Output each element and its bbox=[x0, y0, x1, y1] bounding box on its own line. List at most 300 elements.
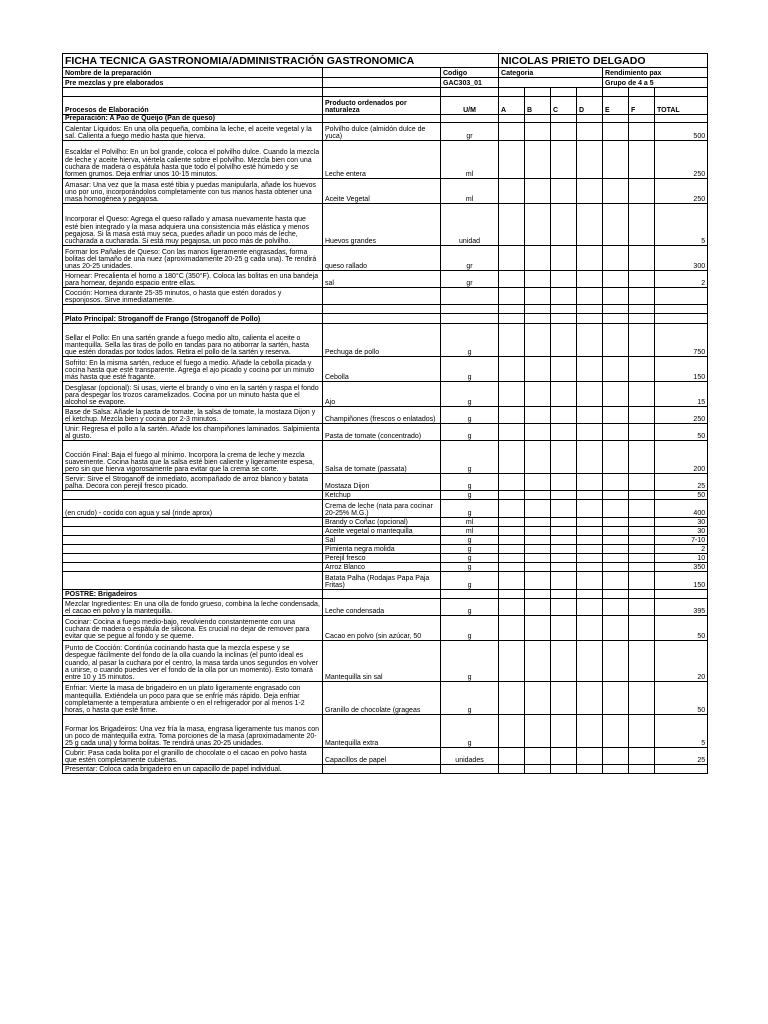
table-row bbox=[63, 682, 708, 715]
process-cell: Enfriar: Vierte la masa de brigadeiro en un plato ligeramente engrasado con mantequilla. Extiéndela un poco para que se enfríe más rápido. Deja enfriar completamente a temperatura ambiente o en el refrigerador por al menos 1-2 horas, o hasta que esté firme. bbox=[63, 682, 323, 715]
qty-cell-a bbox=[499, 288, 525, 305]
table-row bbox=[63, 324, 708, 357]
qty-cell-d bbox=[577, 616, 603, 641]
unit-cell: g bbox=[441, 616, 499, 641]
process-cell: Unir: Regresa el pollo a la sartén. Añade los champiñones laminados. Salpimienta al gusto. bbox=[63, 424, 323, 441]
qty-cell-d bbox=[577, 527, 603, 536]
total-cell bbox=[655, 590, 708, 599]
qty-cell-f bbox=[629, 288, 655, 305]
total-cell bbox=[655, 288, 708, 305]
qty-cell-f bbox=[629, 271, 655, 288]
qty-cell-d bbox=[577, 572, 603, 590]
qty-cell-e bbox=[603, 288, 629, 305]
qty-cell-f bbox=[629, 204, 655, 246]
qty-cell-b bbox=[525, 491, 551, 500]
process-cell bbox=[63, 305, 323, 314]
qty-cell-c bbox=[551, 441, 577, 474]
unit-cell: g bbox=[441, 424, 499, 441]
table-row bbox=[63, 572, 708, 590]
table-row bbox=[63, 123, 708, 141]
qty-cell-d bbox=[577, 518, 603, 527]
table-row bbox=[63, 500, 708, 518]
table-row bbox=[63, 407, 708, 424]
qty-cell-d bbox=[577, 382, 603, 407]
label-yield: Rendimiento pax bbox=[603, 68, 708, 78]
product-cell bbox=[323, 314, 441, 324]
unit-cell: g bbox=[441, 545, 499, 554]
qty-cell-e bbox=[603, 641, 629, 682]
total-cell: 15 bbox=[655, 382, 708, 407]
qty-cell-b bbox=[525, 545, 551, 554]
qty-cell-e bbox=[603, 305, 629, 314]
qty-cell-a bbox=[499, 765, 525, 774]
qty-cell-c bbox=[551, 518, 577, 527]
label-code: Codigo bbox=[441, 68, 499, 78]
qty-cell-a bbox=[499, 141, 525, 179]
column-header-row bbox=[63, 97, 708, 115]
process-cell: Hornear: Precalienta el horno a 180°C (350°F). Coloca las bolitas en una bandeja para hornear, dejando espacio entre ellas. bbox=[63, 271, 323, 288]
qty-cell-c bbox=[551, 305, 577, 314]
qty-cell-f bbox=[629, 491, 655, 500]
total-cell: 10 bbox=[655, 554, 708, 563]
product-cell: Champiñones (frescos o enlatados) bbox=[323, 407, 441, 424]
total-cell: 200 bbox=[655, 441, 708, 474]
product-cell: queso rallado bbox=[323, 246, 441, 271]
qty-cell-f bbox=[629, 407, 655, 424]
qty-cell-e bbox=[603, 123, 629, 141]
unit-cell: g bbox=[441, 324, 499, 357]
unit-cell: g bbox=[441, 407, 499, 424]
total-cell bbox=[655, 115, 708, 123]
process-cell: (en crudo) - cocido con agua y sal (rinde aprox) bbox=[63, 500, 323, 518]
qty-cell-c bbox=[551, 141, 577, 179]
unit-cell: g bbox=[441, 536, 499, 545]
unit-cell: g bbox=[441, 491, 499, 500]
total-cell: 25 bbox=[655, 474, 708, 491]
process-cell: Punto de Cocción: Continúa cocinando hasta que la mezcla espese y se despegue fácilmente del fondo de la olla cuando la inclinas (el punto ideal es cuando, al pasar la cuchara por el centro, la masa tarda unos segundos en volver a unirse, o cuando puedes ver el fondo de la olla por un momento). Esto tomará entre 10 y 15 minutos. bbox=[63, 641, 323, 682]
qty-cell-c bbox=[551, 536, 577, 545]
title-row bbox=[63, 54, 708, 68]
qty-cell-d bbox=[577, 545, 603, 554]
qty-cell-f bbox=[629, 641, 655, 682]
total-cell: 50 bbox=[655, 616, 708, 641]
process-cell: Desglasar (opcional): Si usas, vierte el brandy o vino en la sartén y raspa el fondo para despegar los trozos caramelizados. Cocina por un minuto hasta que el alcohol se evapore. bbox=[63, 382, 323, 407]
unit-cell: unidades bbox=[441, 748, 499, 765]
product-cell: sal bbox=[323, 271, 441, 288]
total-cell: 50 bbox=[655, 424, 708, 441]
qty-cell-a bbox=[499, 246, 525, 271]
qty-cell-b bbox=[525, 407, 551, 424]
qty-cell-c bbox=[551, 765, 577, 774]
qty-cell-c bbox=[551, 271, 577, 288]
qty-cell-b bbox=[525, 616, 551, 641]
total-cell: 2 bbox=[655, 271, 708, 288]
process-cell bbox=[63, 518, 323, 527]
product-cell: Capacillos de papel bbox=[323, 748, 441, 765]
table-row bbox=[63, 474, 708, 491]
unit-cell bbox=[441, 305, 499, 314]
table-row bbox=[63, 288, 708, 305]
total-cell: 150 bbox=[655, 357, 708, 382]
product-cell: Crema de leche (nata para cocinar 20-25% M.G.) bbox=[323, 500, 441, 518]
qty-cell-f bbox=[629, 616, 655, 641]
product-cell: Granillo de chocolate (grageas bbox=[323, 682, 441, 715]
process-cell: Incorporar el Queso: Agrega el queso rallado y amasa nuevamente hasta que esté bien integrado y la masa adquiera una consistencia más elástica y menos pegajosa. Si la masa está muy seca, puedes añadir un poco más de leche, cucharada a cucharada. Si está muy pegajosa, un poco más de polvilho. bbox=[63, 204, 323, 246]
qty-cell-f bbox=[629, 441, 655, 474]
product-cell: Mantequilla extra bbox=[323, 715, 441, 748]
total-cell: 2 bbox=[655, 545, 708, 554]
qty-cell-c bbox=[551, 115, 577, 123]
qty-cell-c bbox=[551, 474, 577, 491]
product-cell: Pimienta negra molida bbox=[323, 545, 441, 554]
qty-cell-d bbox=[577, 491, 603, 500]
qty-cell-c bbox=[551, 491, 577, 500]
product-cell bbox=[323, 590, 441, 599]
qty-cell-e bbox=[603, 474, 629, 491]
qty-cell-a bbox=[499, 527, 525, 536]
qty-cell-e bbox=[603, 179, 629, 204]
qty-cell-a bbox=[499, 204, 525, 246]
qty-cell-f bbox=[629, 179, 655, 204]
qty-cell-d bbox=[577, 536, 603, 545]
qty-cell-d bbox=[577, 305, 603, 314]
product-cell: Ketchup bbox=[323, 491, 441, 500]
qty-cell-e bbox=[603, 616, 629, 641]
unit-cell bbox=[441, 314, 499, 324]
total-cell: 20 bbox=[655, 641, 708, 682]
qty-cell-f bbox=[629, 324, 655, 357]
unit-cell: g bbox=[441, 382, 499, 407]
qty-cell-b bbox=[525, 715, 551, 748]
qty-cell-a bbox=[499, 616, 525, 641]
qty-cell-c bbox=[551, 599, 577, 616]
process-cell: Mezclar Ingredientes: En una olla de fondo grueso, combina la leche condensada, el cacao en polvo y la mantequilla. bbox=[63, 599, 323, 616]
qty-cell-b bbox=[525, 123, 551, 141]
qty-cell-e bbox=[603, 500, 629, 518]
table-row bbox=[63, 441, 708, 474]
unit-cell: g bbox=[441, 554, 499, 563]
code-value: GAC303_01 bbox=[441, 78, 499, 88]
unit-cell: g bbox=[441, 572, 499, 590]
qty-cell-f bbox=[629, 765, 655, 774]
qty-cell-d bbox=[577, 599, 603, 616]
qty-cell-e bbox=[603, 382, 629, 407]
qty-cell-a bbox=[499, 572, 525, 590]
process-cell: Cocinar: Cocina a fuego medio-bajo, revolviendo constantemente con una cuchara de madera o espátula de silicona. Es crucial no dejar de remover para evitar que se pegue al fondo y se queme. bbox=[63, 616, 323, 641]
product-cell: Perejil fresco bbox=[323, 554, 441, 563]
qty-cell-f bbox=[629, 246, 655, 271]
process-cell: Cubrir: Pasa cada bolita por el granillo de chocolate o el cacao en polvo hasta que estén completamente cubiertas. bbox=[63, 748, 323, 765]
qty-cell-b bbox=[525, 424, 551, 441]
qty-cell-f bbox=[629, 314, 655, 324]
process-cell: Calentar Líquidos: En una olla pequeña, combina la leche, el aceite vegetal y la sal. Calienta a fuego medio hasta que hierva. bbox=[63, 123, 323, 141]
qty-cell-e bbox=[603, 563, 629, 572]
product-cell: Huevos grandes bbox=[323, 204, 441, 246]
qty-cell-b bbox=[525, 500, 551, 518]
qty-cell-e bbox=[603, 491, 629, 500]
unit-cell: g bbox=[441, 599, 499, 616]
qty-cell-d bbox=[577, 424, 603, 441]
qty-cell-f bbox=[629, 115, 655, 123]
table-row bbox=[63, 518, 708, 527]
table-row bbox=[63, 382, 708, 407]
process-cell: Sellar el Pollo: En una sartén grande a fuego medio alto, calienta el aceite o mantequilla. Sella las tiras de pollo en tandas para no atiborrar la sartén, hasta que estén doradas por todos lados. Retira el pollo de la sartén y reserva. bbox=[63, 324, 323, 357]
qty-cell-d bbox=[577, 474, 603, 491]
qty-cell-b bbox=[525, 204, 551, 246]
total-cell: 250 bbox=[655, 407, 708, 424]
qty-cell-d bbox=[577, 179, 603, 204]
qty-cell-a bbox=[499, 599, 525, 616]
qty-cell-a bbox=[499, 382, 525, 407]
process-cell bbox=[63, 554, 323, 563]
unit-cell: gr bbox=[441, 246, 499, 271]
qty-cell-f bbox=[629, 305, 655, 314]
total-cell: 150 bbox=[655, 572, 708, 590]
category-value bbox=[499, 78, 603, 88]
total-cell: 250 bbox=[655, 179, 708, 204]
preparation-name: Pre mezclas y pre elaborados bbox=[63, 78, 323, 88]
qty-cell-a bbox=[499, 271, 525, 288]
qty-cell-e bbox=[603, 424, 629, 441]
qty-cell-d bbox=[577, 271, 603, 288]
table-row bbox=[63, 715, 708, 748]
qty-cell-a bbox=[499, 115, 525, 123]
table-row bbox=[63, 115, 708, 123]
total-cell: 50 bbox=[655, 491, 708, 500]
process-cell: Formar los Pañales de Queso: Con las manos ligeramente engrasadas, forma bolitas del tamaño de una nuez (aproximadamente 20-25 g cada una). Te rendirá unas 20-25 unidades. bbox=[63, 246, 323, 271]
unit-cell bbox=[441, 288, 499, 305]
qty-cell-d bbox=[577, 407, 603, 424]
product-cell: Pechuga de pollo bbox=[323, 324, 441, 357]
qty-cell-b bbox=[525, 536, 551, 545]
col-d: D bbox=[577, 97, 603, 115]
qty-cell-a bbox=[499, 500, 525, 518]
process-cell bbox=[63, 563, 323, 572]
total-cell: 25 bbox=[655, 748, 708, 765]
qty-cell-c bbox=[551, 246, 577, 271]
product-cell: Polvilho dulce (almidón dulce de yuca) bbox=[323, 123, 441, 141]
qty-cell-f bbox=[629, 545, 655, 554]
qty-cell-a bbox=[499, 590, 525, 599]
unit-cell: ml bbox=[441, 179, 499, 204]
qty-cell-e bbox=[603, 357, 629, 382]
qty-cell-c bbox=[551, 179, 577, 204]
unit-cell: unidad bbox=[441, 204, 499, 246]
label-category: Categoria bbox=[499, 68, 603, 78]
unit-cell: ml bbox=[441, 141, 499, 179]
process-cell: Escaldar el Polvilho: En un bol grande, coloca el polvilho dulce. Cuando la mezcla de leche y aceite hierva, viértela caliente sobre el polvilho. Mezcla bien con una cuchara de madera o espátula hasta que todo el polvilho esté húmedo y se formen grumos. Deja enfriar unos 10-15 minutos. bbox=[63, 141, 323, 179]
qty-cell-f bbox=[629, 563, 655, 572]
product-cell: Sal bbox=[323, 536, 441, 545]
table-row bbox=[63, 536, 708, 545]
total-cell: 395 bbox=[655, 599, 708, 616]
col-a: A bbox=[499, 97, 525, 115]
qty-cell-c bbox=[551, 123, 577, 141]
qty-cell-f bbox=[629, 141, 655, 179]
process-cell: Cocción Final: Baja el fuego al mínimo. Incorpora la crema de leche y mezcla suavemente. Cocina hasta que la salsa esté bien caliente y ligeramente espesa, pero sin que hierva vigorosamente para evitar que la crema se corte. bbox=[63, 441, 323, 474]
product-cell: Leche condensada bbox=[323, 599, 441, 616]
qty-cell-c bbox=[551, 382, 577, 407]
process-cell: POSTRE: Brigadeiros bbox=[63, 590, 323, 599]
total-cell: 50 bbox=[655, 682, 708, 715]
qty-cell-b bbox=[525, 527, 551, 536]
table-row bbox=[63, 305, 708, 314]
qty-cell-d bbox=[577, 115, 603, 123]
qty-cell-b bbox=[525, 305, 551, 314]
table-row bbox=[63, 599, 708, 616]
qty-cell-c bbox=[551, 357, 577, 382]
qty-cell-a bbox=[499, 518, 525, 527]
qty-cell-d bbox=[577, 123, 603, 141]
qty-cell-e bbox=[603, 204, 629, 246]
qty-cell-e bbox=[603, 441, 629, 474]
product-cell: Ajo bbox=[323, 382, 441, 407]
unit-cell: g bbox=[441, 563, 499, 572]
total-cell bbox=[655, 765, 708, 774]
qty-cell-d bbox=[577, 141, 603, 179]
qty-cell-d bbox=[577, 314, 603, 324]
process-cell: Preparación: A Pao de Queijo (Pan de queso) bbox=[63, 115, 323, 123]
qty-cell-d bbox=[577, 563, 603, 572]
total-cell: 300 bbox=[655, 246, 708, 271]
table-row bbox=[63, 424, 708, 441]
total-cell: 5 bbox=[655, 204, 708, 246]
page-title: FICHA TECNICA GASTRONOMIA/ADMINISTRACIÓN GASTRONOMICA bbox=[63, 54, 499, 68]
qty-cell-e bbox=[603, 314, 629, 324]
qty-cell-d bbox=[577, 748, 603, 765]
product-cell: Salsa de tomate (passata) bbox=[323, 441, 441, 474]
qty-cell-e bbox=[603, 536, 629, 545]
qty-cell-b bbox=[525, 246, 551, 271]
recipe-table bbox=[62, 53, 708, 774]
qty-cell-f bbox=[629, 572, 655, 590]
process-cell: Sofrito: En la misma sartén, reduce el fuego a medio. Añade la cebolla picada y cocina hasta que esté transparente. Agrega el ajo picado y cocina por un minuto más hasta que esté fragante. bbox=[63, 357, 323, 382]
product-cell bbox=[323, 765, 441, 774]
qty-cell-c bbox=[551, 616, 577, 641]
total-cell: 500 bbox=[655, 123, 708, 141]
process-cell: Amasar: Una vez que la masa esté tibia y puedas manipularla, añade los huevos uno por uno, incorporándolos completamente con tus manos hasta obtener una masa homogénea y pegajosa. bbox=[63, 179, 323, 204]
qty-cell-a bbox=[499, 424, 525, 441]
product-cell: Cebolla bbox=[323, 357, 441, 382]
product-cell: Arroz Blanco bbox=[323, 563, 441, 572]
unit-cell bbox=[441, 590, 499, 599]
unit-cell: g bbox=[441, 682, 499, 715]
qty-cell-a bbox=[499, 441, 525, 474]
product-cell bbox=[323, 305, 441, 314]
qty-cell-d bbox=[577, 715, 603, 748]
product-cell: Batata Palha (Rodajas Papa Paja Fritas) bbox=[323, 572, 441, 590]
qty-cell-f bbox=[629, 599, 655, 616]
qty-cell-a bbox=[499, 748, 525, 765]
product-cell: Cacao en polvo (sin azúcar, 50 bbox=[323, 616, 441, 641]
unit-cell: g bbox=[441, 641, 499, 682]
qty-cell-b bbox=[525, 271, 551, 288]
process-cell bbox=[63, 491, 323, 500]
unit-cell: g bbox=[441, 500, 499, 518]
total-cell: 350 bbox=[655, 563, 708, 572]
table-row bbox=[63, 179, 708, 204]
qty-cell-c bbox=[551, 288, 577, 305]
qty-cell-d bbox=[577, 554, 603, 563]
qty-cell-d bbox=[577, 500, 603, 518]
qty-cell-b bbox=[525, 554, 551, 563]
product-cell: Aceite vegetal o mantequilla bbox=[323, 527, 441, 536]
qty-cell-e bbox=[603, 271, 629, 288]
qty-cell-e bbox=[603, 518, 629, 527]
qty-cell-b bbox=[525, 474, 551, 491]
qty-cell-b bbox=[525, 115, 551, 123]
qty-cell-d bbox=[577, 357, 603, 382]
col-f: F bbox=[629, 97, 655, 115]
total-cell bbox=[655, 314, 708, 324]
qty-cell-e bbox=[603, 141, 629, 179]
qty-cell-e bbox=[603, 572, 629, 590]
qty-cell-c bbox=[551, 590, 577, 599]
spacer-row bbox=[63, 88, 708, 97]
qty-cell-c bbox=[551, 748, 577, 765]
unit-cell: gr bbox=[441, 123, 499, 141]
unit-cell: g bbox=[441, 441, 499, 474]
table-row bbox=[63, 141, 708, 179]
process-cell: Base de Salsa: Añade la pasta de tomate, la salsa de tomate, la mostaza Dijon y el ketchup. Mezcla bien y cocina por 2-3 minutos. bbox=[63, 407, 323, 424]
qty-cell-d bbox=[577, 288, 603, 305]
product-cell: Mantequilla sin sal bbox=[323, 641, 441, 682]
table-row bbox=[63, 616, 708, 641]
total-cell: 250 bbox=[655, 141, 708, 179]
qty-cell-d bbox=[577, 324, 603, 357]
qty-cell-d bbox=[577, 641, 603, 682]
qty-cell-b bbox=[525, 357, 551, 382]
qty-cell-c bbox=[551, 554, 577, 563]
qty-cell-b bbox=[525, 682, 551, 715]
qty-cell-a bbox=[499, 474, 525, 491]
table-row bbox=[63, 204, 708, 246]
table-row bbox=[63, 357, 708, 382]
qty-cell-f bbox=[629, 500, 655, 518]
qty-cell-e bbox=[603, 599, 629, 616]
col-process: Procesos de Elaboración bbox=[63, 97, 323, 115]
qty-cell-b bbox=[525, 590, 551, 599]
qty-cell-b bbox=[525, 563, 551, 572]
table-row bbox=[63, 748, 708, 765]
product-cell: Pasta de tomate (concentrado) bbox=[323, 424, 441, 441]
qty-cell-f bbox=[629, 715, 655, 748]
qty-cell-b bbox=[525, 599, 551, 616]
qty-cell-e bbox=[603, 407, 629, 424]
table-row bbox=[63, 271, 708, 288]
qty-cell-e bbox=[603, 765, 629, 774]
author-name: NICOLAS PRIETO DELGADO bbox=[499, 54, 708, 68]
col-product: Producto ordenados por naturaleza bbox=[323, 97, 441, 115]
process-cell: Presentar: Coloca cada brigadeiro en un capacillo de papel individual. bbox=[63, 765, 323, 774]
process-cell: Cocción: Hornea durante 25-35 minutos, o hasta que estén dorados y esponjosos. Sirve inmediatamente. bbox=[63, 288, 323, 305]
table-row bbox=[63, 491, 708, 500]
qty-cell-c bbox=[551, 563, 577, 572]
process-cell bbox=[63, 536, 323, 545]
qty-cell-a bbox=[499, 324, 525, 357]
qty-cell-a bbox=[499, 305, 525, 314]
table-row bbox=[63, 765, 708, 774]
unit-cell: g bbox=[441, 357, 499, 382]
qty-cell-e bbox=[603, 715, 629, 748]
qty-cell-c bbox=[551, 424, 577, 441]
qty-cell-f bbox=[629, 748, 655, 765]
qty-cell-c bbox=[551, 500, 577, 518]
qty-cell-c bbox=[551, 204, 577, 246]
total-cell: 750 bbox=[655, 324, 708, 357]
qty-cell-b bbox=[525, 314, 551, 324]
qty-cell-a bbox=[499, 357, 525, 382]
